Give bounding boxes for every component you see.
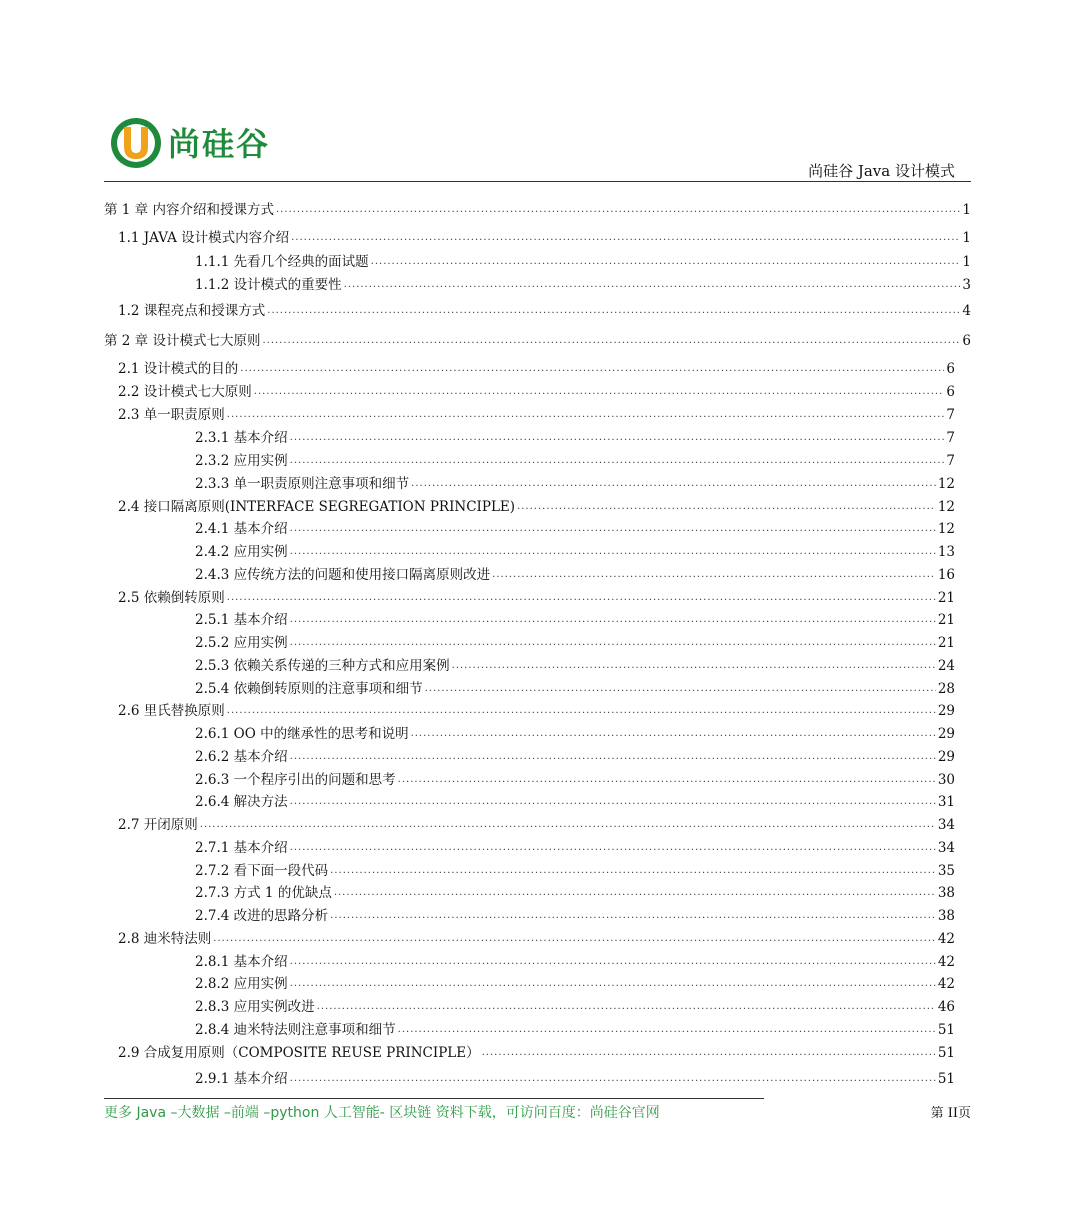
toc-leader-dots (291, 227, 960, 247)
toc-entry[interactable] (118, 358, 955, 378)
toc-entry-label: 2.9 合成复用原则（COMPOSITE REUSE PRINCIPLE） (118, 1045, 480, 1061)
toc-entry[interactable] (195, 791, 955, 811)
toc-entry-page: 46 (937, 999, 955, 1015)
toc-leader-dots (240, 358, 944, 378)
toc-leader-dots (330, 860, 936, 880)
toc-leader-dots (452, 655, 936, 675)
toc-entry-page: 29 (937, 726, 955, 742)
toc-entry-page: 34 (937, 840, 955, 856)
toc-leader-dots (290, 837, 936, 857)
toc-leader-dots (411, 473, 936, 493)
toc-entry-page: 16 (937, 567, 955, 583)
toc-leader-dots (290, 427, 945, 447)
toc-leader-dots (344, 274, 961, 294)
toc-entry-page: 42 (937, 954, 955, 970)
toc-entry[interactable] (195, 678, 955, 698)
toc-entry[interactable] (195, 746, 955, 766)
toc-entry[interactable] (195, 541, 955, 561)
toc-entry-page: 12 (937, 499, 955, 515)
toc-entry-page: 51 (937, 1022, 955, 1038)
toc-entry-label: 1.2 课程亮点和授课方式 (118, 303, 266, 319)
toc-entry-page: 31 (937, 794, 955, 810)
toc-entry-page: 1 (962, 202, 971, 218)
toc-leader-dots (290, 632, 936, 652)
toc-entry-label: 2.4.1 基本介绍 (195, 521, 288, 537)
toc-entry-page: 51 (937, 1071, 955, 1087)
toc-entry-page: 6 (946, 384, 955, 400)
toc-entry-label: 第 2 章 设计模式七大原则 (104, 333, 261, 349)
logo-u-icon (110, 113, 166, 173)
toc-leader-dots (290, 973, 936, 993)
toc-entry-label: 2.6.3 一个程序引出的问题和思考 (195, 772, 396, 788)
toc-entry-label: 2.6.2 基本介绍 (195, 749, 288, 765)
toc-entry-label: 2.8.1 基本介绍 (195, 954, 288, 970)
header-title: 尚硅谷 Java 设计模式 (808, 162, 955, 180)
toc-entry[interactable] (195, 723, 955, 743)
toc-entry-page: 1 (962, 254, 971, 270)
toc-entry[interactable] (195, 473, 955, 493)
toc-leader-dots (227, 404, 945, 424)
toc-entry-page: 38 (937, 885, 955, 901)
toc-entry-label: 2.3.3 单一职责原则注意事项和细节 (195, 476, 410, 492)
toc-entry-label: 2.5.1 基本介绍 (195, 612, 288, 628)
toc-entry-page: 21 (937, 612, 955, 628)
toc-leader-dots (227, 700, 936, 720)
toc-leader-dots (290, 518, 936, 538)
toc-entry-label: 2.7 开闭原则 (118, 817, 198, 833)
toc-entry-label: 2.3.1 基本介绍 (195, 430, 288, 446)
toc-entry[interactable] (195, 996, 955, 1016)
toc-leader-dots (290, 609, 936, 629)
toc-leader-dots (290, 450, 945, 470)
toc-entry-label: 2.2 设计模式七大原则 (118, 384, 252, 400)
toc-entry[interactable] (195, 973, 955, 993)
logo (110, 113, 310, 173)
toc-entry[interactable] (195, 632, 955, 652)
toc-leader-dots (317, 996, 936, 1016)
toc-entry[interactable] (118, 814, 955, 834)
toc-entry-label: 2.5.3 依赖关系传递的三种方式和应用案例 (195, 658, 450, 674)
toc-entry[interactable] (118, 381, 955, 401)
toc-leader-dots (262, 330, 960, 350)
toc-entry-label: 2.4 接口隔离原则(INTERFACE SEGREGATION PRINCIPLE) (118, 499, 516, 515)
toc-entry-label: 2.7.1 基本介绍 (195, 840, 288, 856)
toc-entry-label: 2.9.1 基本介绍 (195, 1071, 288, 1087)
toc-entry-page: 29 (937, 749, 955, 765)
toc-entry[interactable] (195, 951, 955, 971)
toc-entry-label: 1.1.1 先看几个经典的面试题 (195, 254, 369, 270)
toc-entry-label: 2.5 依赖倒转原则 (118, 590, 225, 606)
toc-entry-page: 21 (937, 635, 955, 651)
toc-leader-dots (290, 951, 936, 971)
toc-entry-page: 38 (937, 908, 955, 924)
toc-entry-page: 51 (937, 1045, 955, 1061)
toc-entry[interactable] (195, 251, 971, 271)
toc-leader-dots (290, 1068, 936, 1088)
toc-leader-dots (254, 381, 945, 401)
toc-entry[interactable] (195, 837, 955, 857)
toc-entry[interactable] (195, 450, 955, 470)
toc-entry-label: 2.6 里氏替换原则 (118, 703, 225, 719)
toc-entry-label: 2.3 单一职责原则 (118, 407, 225, 423)
toc-entry[interactable] (118, 496, 955, 516)
toc-entry[interactable] (118, 587, 955, 607)
header-divider (104, 181, 971, 182)
toc-leader-dots (334, 882, 936, 902)
toc-entry[interactable] (118, 1042, 955, 1062)
footer-divider (104, 1098, 764, 1099)
toc-entry[interactable] (195, 882, 955, 902)
toc-entry-label: 2.7.4 改进的思路分析 (195, 908, 329, 924)
toc-entry[interactable] (195, 1068, 955, 1088)
toc-leader-dots (517, 496, 936, 516)
toc-entry[interactable] (195, 769, 955, 789)
toc-entry[interactable] (195, 905, 955, 925)
toc-leader-dots (276, 199, 960, 219)
toc-entry-page: 6 (962, 333, 971, 349)
logo-text: 尚硅谷 (168, 125, 271, 163)
toc-entry-page: 12 (937, 521, 955, 537)
toc-leader-dots (371, 251, 961, 271)
toc-entry-label: 第 1 章 内容介绍和授课方式 (104, 202, 274, 218)
toc-leader-dots (227, 587, 936, 607)
toc-entry-page: 35 (937, 863, 955, 879)
toc-leader-dots (290, 746, 936, 766)
toc-leader-dots (290, 791, 936, 811)
toc-entry-page: 21 (937, 590, 955, 606)
toc-entry-page: 4 (962, 303, 971, 319)
toc-entry-page: 3 (962, 277, 971, 293)
page-number: 第 II页 (930, 1106, 971, 1121)
toc-entry[interactable] (118, 227, 971, 247)
toc-entry-page: 6 (946, 361, 955, 377)
toc-entry[interactable] (195, 609, 955, 629)
toc-entry[interactable] (195, 427, 955, 447)
toc-leader-dots (482, 1042, 936, 1062)
toc-entry[interactable] (195, 860, 955, 880)
toc-entry[interactable] (118, 404, 955, 424)
toc-entry-label: 2.4.2 应用实例 (195, 544, 288, 560)
toc-entry-label: 2.5.2 应用实例 (195, 635, 288, 651)
toc-entry-page: 29 (937, 703, 955, 719)
toc-entry-label: 2.4.3 应传统方法的问题和使用接口隔离原则改进 (195, 567, 491, 583)
toc-entry[interactable] (118, 928, 955, 948)
toc-entry-label: 2.3.2 应用实例 (195, 453, 288, 469)
toc-leader-dots (213, 928, 936, 948)
toc-entry-page: 7 (946, 430, 955, 446)
toc-entry-label: 2.8.3 应用实例改进 (195, 999, 315, 1015)
toc-entry-page: 30 (937, 772, 955, 788)
toc-entry[interactable] (195, 655, 955, 675)
toc-entry-page: 7 (946, 453, 955, 469)
toc-entry-page: 28 (937, 681, 955, 697)
toc-entry-label: 2.7.3 方式 1 的优缺点 (195, 885, 332, 901)
toc-entry-page: 7 (946, 407, 955, 423)
toc-entry[interactable] (195, 564, 955, 584)
toc-entry-page: 13 (937, 544, 955, 560)
toc-entry[interactable] (104, 199, 971, 219)
toc-entry[interactable] (195, 1019, 955, 1039)
toc-entry[interactable] (118, 300, 971, 320)
toc-entry[interactable] (195, 274, 971, 294)
toc-entry-label: 2.8.4 迪米特法则注意事项和细节 (195, 1022, 396, 1038)
toc-entry-label: 2.8 迪米特法则 (118, 931, 212, 947)
footer-text: 更多 Java –大数据 –前端 –python 人工智能- 区块链 资料下载，可访问百度：尚硅谷官网 (104, 1105, 660, 1121)
toc-entry-page: 12 (937, 476, 955, 492)
toc-leader-dots (398, 1019, 936, 1039)
toc-leader-dots (492, 564, 936, 584)
toc-entry-label: 1.1.2 设计模式的重要性 (195, 277, 342, 293)
toc-entry-page: 42 (937, 976, 955, 992)
toc-leader-dots (290, 541, 936, 561)
toc-entry-label: 1.1 JAVA 设计模式内容介绍 (118, 230, 290, 246)
toc-entry[interactable] (195, 518, 955, 538)
toc-leader-dots (411, 723, 936, 743)
toc-entry-page: 34 (937, 817, 955, 833)
toc-entry-label: 2.6.4 解决方法 (195, 794, 288, 810)
toc-entry-page: 42 (937, 931, 955, 947)
toc-entry-label: 2.6.1 OO 中的继承性的思考和说明 (195, 726, 409, 742)
toc-entry-page: 1 (962, 230, 971, 246)
toc-leader-dots (425, 678, 936, 698)
toc-entry-page: 24 (937, 658, 955, 674)
toc-entry-label: 2.1 设计模式的目的 (118, 361, 239, 377)
toc-entry-label: 2.8.2 应用实例 (195, 976, 288, 992)
toc-entry[interactable] (118, 700, 955, 720)
toc-leader-dots (398, 769, 936, 789)
toc-entry[interactable] (104, 330, 971, 350)
toc-leader-dots (267, 300, 960, 320)
toc-leader-dots (200, 814, 936, 834)
toc-leader-dots (330, 905, 936, 925)
toc-entry-label: 2.5.4 依赖倒转原则的注意事项和细节 (195, 681, 423, 697)
toc-entry-label: 2.7.2 看下面一段代码 (195, 863, 329, 879)
